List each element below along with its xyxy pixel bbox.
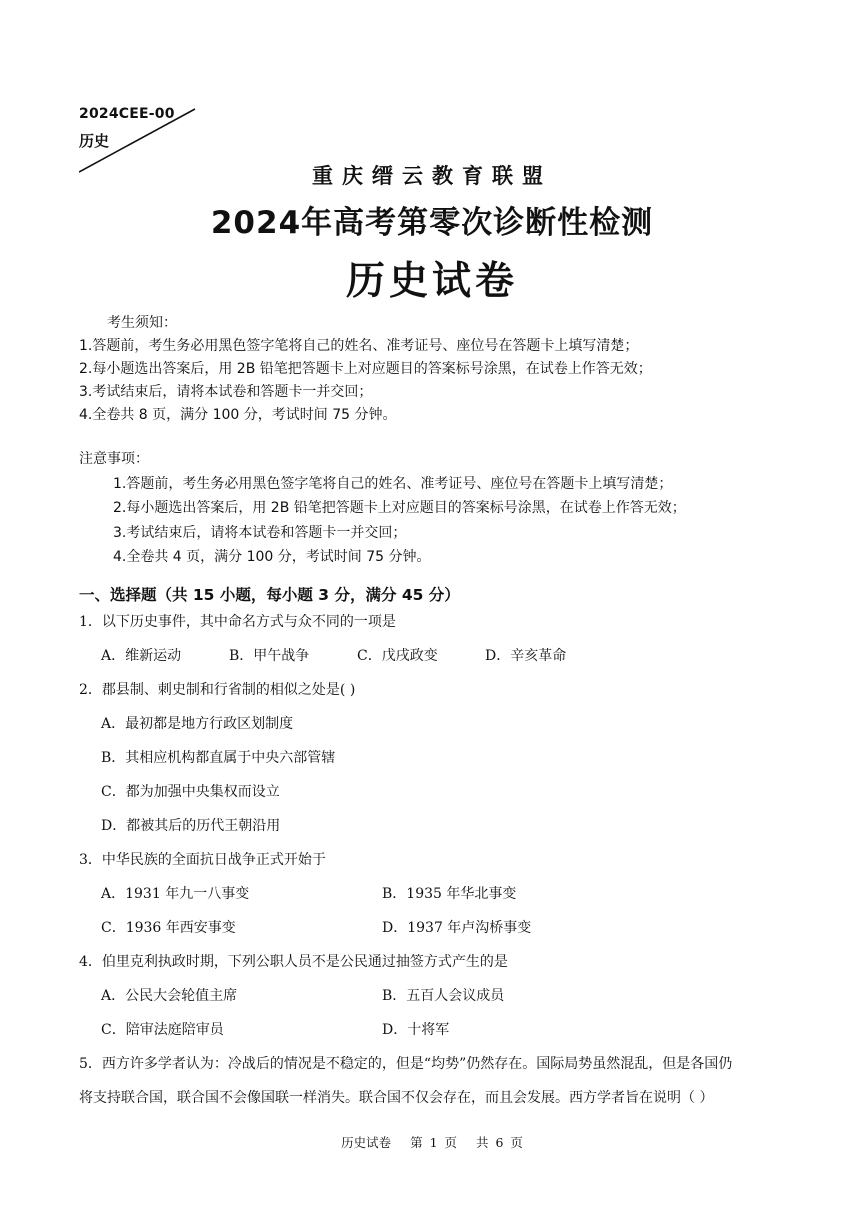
page-footer [0,1133,864,1151]
footer-subject: 历史试卷 [341,1135,392,1150]
exam-code: 2024CEE-00 [79,106,175,122]
attention-notes [79,447,686,570]
option-row [79,986,794,1020]
question [79,1054,794,1122]
option-row [79,918,794,952]
option: C．戊戌政变 [357,648,438,664]
option: B．1935 年华北事变 [382,886,517,902]
question-stem: 2．郡县制、刺史制和行省制的相似之处是( ) [79,682,356,698]
option: C．都为加强中央集权而设立 [101,784,280,800]
option-row [79,646,794,680]
option: D．辛亥革命 [485,648,567,664]
exam-subtitle: 历史试卷 [345,259,518,304]
section-heading: 一、选择题（共 15 小题，每小题 3 分，满分 45 分） [79,586,460,604]
subject-tag: 历史 [79,132,110,150]
question-stem-line: 将支持联合国，联合国不会像国联一样消失。联合国不仅会存在，而且会发展。西方学者旨在说明（ ） [79,1090,714,1106]
option: D．十将军 [382,1022,450,1038]
option: D．都被其后的历代王朝沿用 [101,818,281,834]
notice-item: 2.每小题选出答案后，用 2B 铅笔把答题卡上对应题目的答案标号涂黑，在试卷上作答无效； [79,361,652,377]
question [79,850,794,884]
option: A．公民大会轮值主席 [101,988,238,1004]
question-stem: 1．以下历史事件，其中命名方式与众不同的一项是 [79,614,396,630]
option: C．陪审法庭陪审员 [101,1022,224,1038]
attention-heading: 注意事项： [79,451,149,467]
option: B．五百人会议成员 [382,988,505,1004]
question-list [79,612,794,1122]
candidate-notice [79,312,652,427]
question [79,680,794,714]
option: B．甲午战争 [229,648,310,664]
notice-item: 1.答题前，考生务必用黑色签字笔将自己的姓名、准考证号、座位号在答题卡上填写清楚； [79,338,639,354]
attention-item: 3.考试结束后，请将本试卷和答题卡一并交回； [113,524,407,541]
attention-item: 2.每小题选出答案后，用 2B 铅笔把答题卡上对应题目的答案标号涂黑，在试卷上作答无效； [113,500,686,516]
question-stem: 3．中华民族的全面抗日战争正式开始于 [79,852,326,868]
option-row [79,1020,794,1054]
question [79,952,794,986]
option: B．其相应机构都直属于中央六部管辖 [101,750,336,766]
organization-name: 重庆缙云教育联盟 [312,164,552,188]
question [79,612,794,646]
option: A．1931 年九一八事变 [101,886,250,902]
option: A．最初都是地方行政区划制度 [101,716,294,732]
attention-item: 4.全卷共 4 页，满分 100 分，考试时间 75 分钟。 [113,549,431,565]
notice-item: 4.全卷共 8 页，满分 100 分，考试时间 75 分钟。 [79,407,397,423]
exam-title: 2024年高考第零次诊断性检测 [210,205,654,241]
option: C．1936 年西安事变 [101,920,236,936]
option-row [79,884,794,918]
notice-item: 3.考试结束后，请将本试卷和答题卡一并交回； [79,384,373,400]
notice-heading: 考生须知： [107,315,177,331]
footer-page-number: 第 1 页 [410,1135,457,1150]
attention-item: 1.答题前，考生务必用黑色签字笔将自己的姓名、准考证号、座位号在答题卡上填写清楚； [113,475,673,492]
option: A．维新运动 [101,648,182,664]
option: D．1937 年卢沟桥事变 [382,920,532,936]
footer-total-pages: 共 6 页 [475,1135,523,1150]
question-stem: 4．伯里克利执政时期，下列公职人员不是公民通过抽签方式产生的是 [79,954,508,970]
question-stem-line: 5．西方许多学者认为：冷战后的情况是不稳定的，但是“均势”仍然存在。国际局势虽然混乱，但是各国仍 [79,1056,733,1072]
